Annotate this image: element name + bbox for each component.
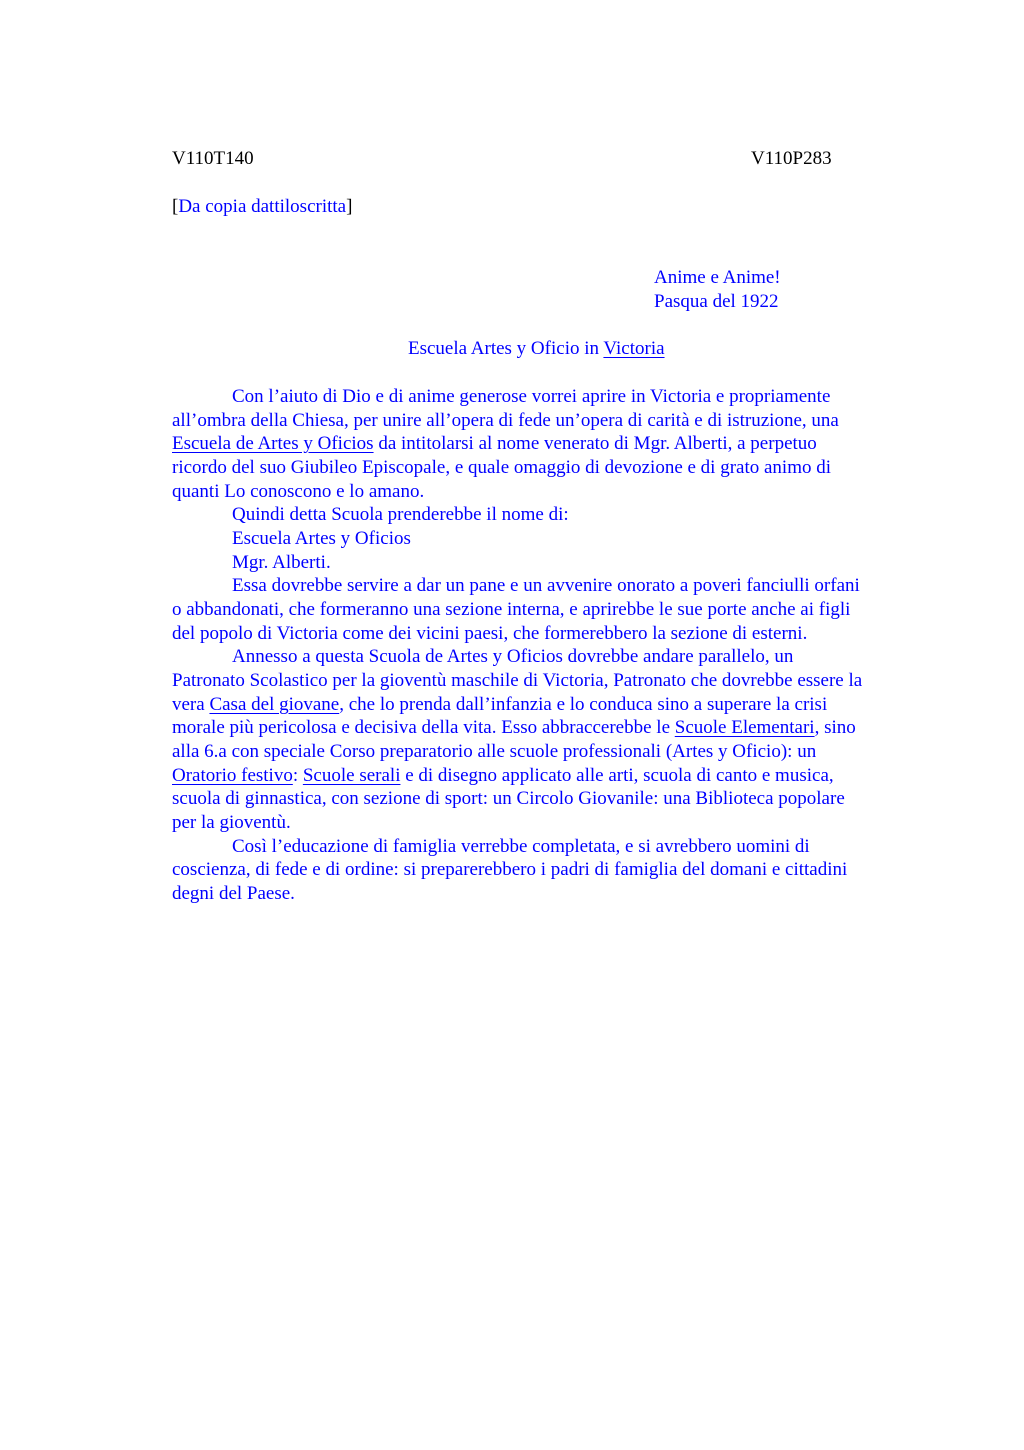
document-title	[408, 338, 665, 360]
source-note	[172, 196, 352, 218]
body-line: ricordo del suo Giubileo Episcopale, e quale omaggio di devozione e di grato animo di	[172, 457, 832, 478]
body-line: Essa dovrebbe servire a dar un pane e un avvenire onorato a poveri fanciulli orfani	[232, 575, 860, 596]
underlined-term: Scuole serali	[302, 765, 401, 786]
source-note-text: Da copia dattiloscritta	[178, 196, 347, 217]
body-line: o abbandonati, che formeranno una sezione interna, e aprirebbe le sue porte anche ai figli	[172, 599, 851, 620]
title-underlined: Victoria	[603, 338, 665, 359]
underlined-term: Escuela de Artes y Oficios	[172, 433, 374, 454]
body-line: del popolo di Victoria come dei vicini paesi, che formerebbero la sezione di esterni.	[172, 623, 808, 644]
body-line: per la gioventù.	[172, 812, 291, 833]
body-line: alla 6.a con speciale Corso preparatorio alle scuole professionali (Artes y Oficio): un	[172, 741, 817, 762]
body-line: quanti Lo conoscono e lo amano.	[172, 481, 425, 502]
underlined-term: Scuole Elementari	[674, 717, 815, 738]
source-note-close-bracket: ]	[346, 196, 353, 217]
right-code: V110P283	[751, 148, 832, 169]
body-line: Mgr. Alberti.	[232, 552, 331, 573]
body-line: Così l’educazione di famiglia verrebbe completata, e si avrebbero uomini di	[232, 836, 810, 857]
body-line: Escuela de Artes y Oficios da intitolarsi al nome venerato di Mgr. Alberti, a perpetuo	[172, 433, 817, 454]
dateline-line1: Anime e Anime!	[654, 267, 781, 288]
body-line: Annesso a questa Scuola de Artes y Oficios dovrebbe andare parallelo, un	[232, 646, 794, 667]
left-code: V110T140	[172, 148, 254, 169]
body-line: vera Casa del giovane, che lo prenda dall’infanzia e lo conduca sino a superare la crisi	[172, 694, 828, 715]
body-line: Quindi detta Scuola prenderebbe il nome di:	[232, 504, 569, 525]
body-line: Con l’aiuto di Dio e di anime generose vorrei aprire in Victoria e propriamente	[232, 386, 831, 407]
underlined-term: Oratorio festivo	[172, 765, 293, 786]
body-line: morale più pericolosa e decisiva della vita. Esso abbraccerebbe le Scuole Elementari, sino	[172, 717, 856, 738]
body-line: scuola di ginnastica, con sezione di sport: un Circolo Giovanile: una Biblioteca popolare	[172, 788, 845, 809]
underlined-term: Casa del giovane	[209, 694, 340, 715]
body-line: all’ombra della Chiesa, per unire all’opera di fede un’opera di carità e di istruzione, una	[172, 410, 839, 431]
body-line: coscienza, di fede e di ordine: si preparerebbero i padri di famiglia del domani e cittadini	[172, 859, 848, 880]
body-line: degni del Paese.	[172, 883, 295, 904]
source-note-open-bracket: [	[172, 196, 179, 217]
body-line: Patronato Scolastico per la gioventù maschile di Victoria, Patronato che dovrebbe essere la	[172, 670, 863, 691]
body-line: Oratorio festivo: Scuole serali e di disegno applicato alle arti, scuola di canto e musica,	[172, 765, 834, 786]
body-line: Escuela Artes y Oficios	[232, 528, 411, 549]
title-text: Escuela Artes y Oficio in	[408, 338, 604, 359]
dateline-line2: Pasqua del 1922	[654, 291, 779, 312]
